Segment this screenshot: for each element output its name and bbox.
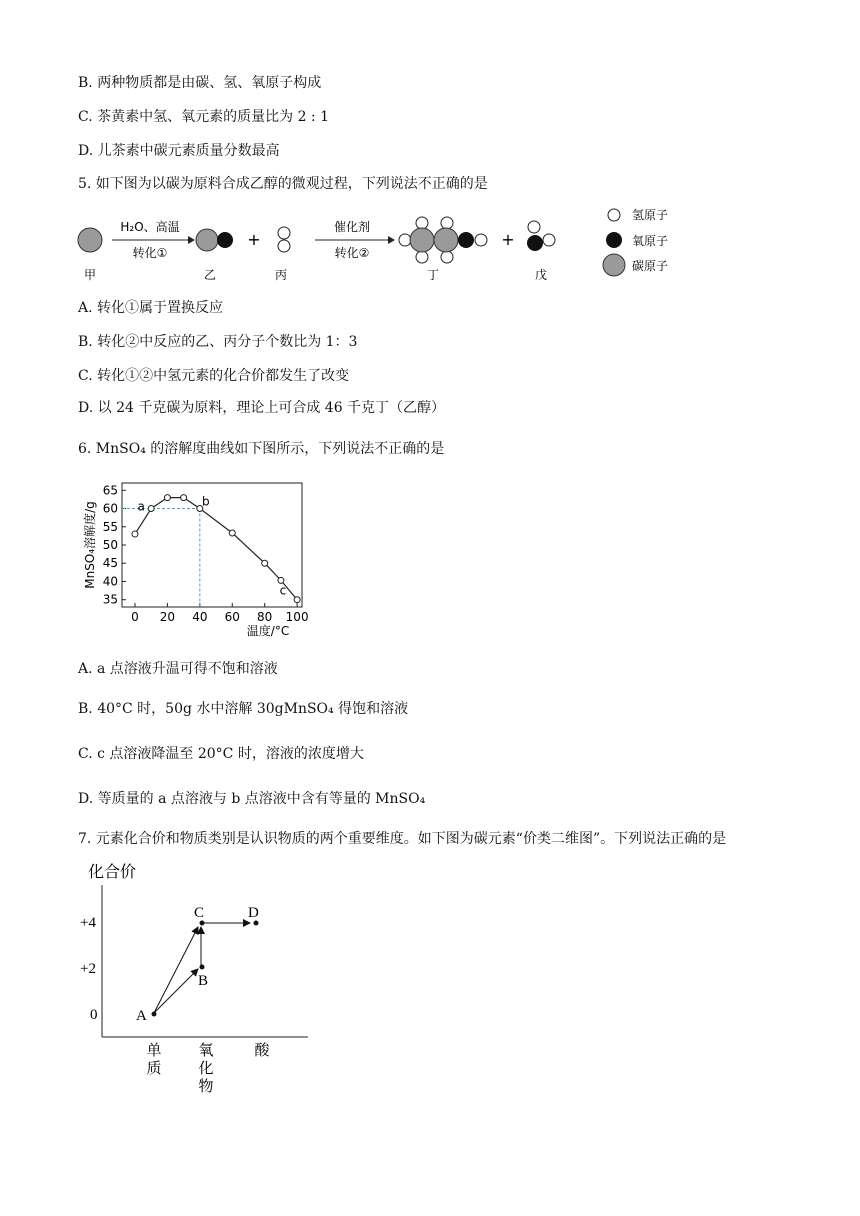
label-a: A <box>136 1008 147 1024</box>
point-a <box>152 1012 157 1017</box>
point-c <box>200 921 205 926</box>
q7-stem: 7. 元素化合价和物质类别是认识物质的两个重要维度。如下图为碳元素“价类二维图”。下列说法正确的是 <box>78 831 727 847</box>
label-bing: 丙 <box>274 268 288 282</box>
x-tick-label: 40 <box>192 610 208 624</box>
arrow-a-c <box>154 927 198 1013</box>
y-tick-label: 45 <box>102 556 118 571</box>
legend-hydrogen: 氢原子 <box>632 208 669 222</box>
label-ding: 丁 <box>426 268 440 282</box>
legend-oxygen: 氧原子 <box>632 234 669 248</box>
label-yi: 乙 <box>203 268 217 282</box>
y-tick-label: 35 <box>102 592 118 607</box>
q4-option-d: D. 儿茶素中碳元素质量分数最高 <box>78 143 280 159</box>
data-point <box>181 495 187 501</box>
x-tick-label: 60 <box>224 610 240 624</box>
hydrogen-atom <box>278 240 290 252</box>
tick-plus4: +4 <box>80 915 96 931</box>
q6-option-a: A. a 点溶液升温可得不饱和溶液 <box>78 661 278 677</box>
y-axis-label: MnSO₄溶解度/g <box>83 501 97 589</box>
q4-option-b: B. 两种物质都是由碳、氢、氧原子构成 <box>78 75 322 91</box>
x-tick-label: 0 <box>131 610 139 624</box>
point-b <box>200 965 205 970</box>
plus-1: + <box>247 230 261 249</box>
cond2-top: 催化剂 <box>333 220 371 234</box>
annotation-c: c <box>279 583 287 598</box>
reaction-diagram <box>70 205 690 290</box>
label-c: C <box>194 905 205 921</box>
plot-frame <box>122 483 302 607</box>
cat-oxide-1: 氧 <box>198 1043 214 1059</box>
q5-option-d: D. 以 24 千克碳为原料，理论上可合成 46 千克丁（乙醇） <box>78 400 446 416</box>
q4-option-c: C. 茶黄素中氢、氧元素的质量比为 2 : 1 <box>78 109 329 125</box>
oxygen-atom <box>217 232 233 248</box>
cat-acid: 酸 <box>254 1043 270 1059</box>
q6-stem: 6. MnSO₄ 的溶解度曲线如下图所示，下列说法不正确的是 <box>78 441 445 457</box>
annotation-b: b <box>202 494 210 509</box>
label-d: D <box>248 905 259 921</box>
arrow-a-b <box>154 969 198 1013</box>
cat-oxide-2: 化 <box>198 1061 214 1077</box>
data-point <box>294 597 300 603</box>
label-jia: 甲 <box>83 268 97 282</box>
x-tick-label: 80 <box>257 610 273 624</box>
q6-option-c: C. c 点溶液降温至 20°C 时，溶液的浓度增大 <box>78 746 364 762</box>
q6-option-d: D. 等质量的 a 点溶液与 b 点溶液中含有等量的 MnSO₄ <box>78 791 426 807</box>
hydrogen-atom <box>416 251 428 263</box>
data-point <box>262 560 268 566</box>
tick-zero: 0 <box>90 1007 98 1023</box>
carbon-atom <box>78 228 102 252</box>
tick-plus2: +2 <box>80 961 96 977</box>
point-d <box>254 921 259 926</box>
annotation-a: a <box>137 499 145 514</box>
hydrogen-atom <box>441 217 453 229</box>
label-b: B <box>198 973 209 989</box>
carbon-atom <box>434 228 458 252</box>
x-tick-label: 20 <box>159 610 176 624</box>
cat-element-2: 质 <box>146 1061 162 1077</box>
cat-oxide-3: 物 <box>198 1079 214 1095</box>
cond2-bottom: 转化② <box>334 246 370 260</box>
y-tick-label: 60 <box>102 501 118 516</box>
y-tick-label: 65 <box>102 483 118 498</box>
carbon-atom <box>196 229 218 251</box>
y-tick-label: 55 <box>102 519 118 534</box>
hydrogen-atom <box>475 234 487 246</box>
q5-option-a: A. 转化①属于置换反应 <box>78 300 224 316</box>
q5-option-c: C. 转化①②中氢元素的化合价都发生了改变 <box>78 368 350 384</box>
solubility-chart <box>78 475 318 645</box>
x-axis-label: 温度/°C <box>246 624 290 638</box>
x-tick-label: 100 <box>285 610 309 624</box>
hydrogen-atom <box>399 234 411 246</box>
label-wu: 戊 <box>534 268 548 282</box>
y-tick-label: 50 <box>102 538 118 552</box>
data-point <box>148 506 154 512</box>
hydrogen-atom <box>416 217 428 229</box>
legend-hydrogen-icon <box>608 209 620 221</box>
solubility-curve <box>135 498 297 600</box>
oxygen-atom <box>527 235 543 251</box>
legend-carbon-icon <box>603 254 625 276</box>
q5-stem: 5. 如下图为以碳为原料合成乙醇的微观过程，下列说法不正确的是 <box>78 176 488 192</box>
carbon-atom <box>410 228 434 252</box>
oxygen-atom <box>458 232 474 248</box>
cat-element-1: 单 <box>146 1043 162 1059</box>
q6-option-b: B. 40°C 时，50g 水中溶解 30gMnSO₄ 得饱和溶液 <box>78 701 409 717</box>
legend-carbon: 碳原子 <box>632 259 669 273</box>
legend-oxygen-icon <box>606 232 622 248</box>
cond1-bottom: 转化① <box>132 246 168 260</box>
hydrogen-atom <box>543 234 555 246</box>
cond1-top: H₂O、高温 <box>120 220 180 234</box>
q5-option-b: B. 转化②中反应的乙、丙分子个数比为 1：3 <box>78 334 358 350</box>
hydrogen-atom <box>528 221 540 233</box>
data-point <box>132 531 138 537</box>
data-point <box>164 495 170 501</box>
plus-2: + <box>501 230 515 249</box>
y-tick-label: 40 <box>102 574 118 589</box>
valence-chart <box>78 855 328 1100</box>
valence-y-label: 化合价 <box>88 864 137 881</box>
hydrogen-atom <box>441 251 453 263</box>
hydrogen-atom <box>278 227 290 239</box>
data-point <box>229 530 235 536</box>
